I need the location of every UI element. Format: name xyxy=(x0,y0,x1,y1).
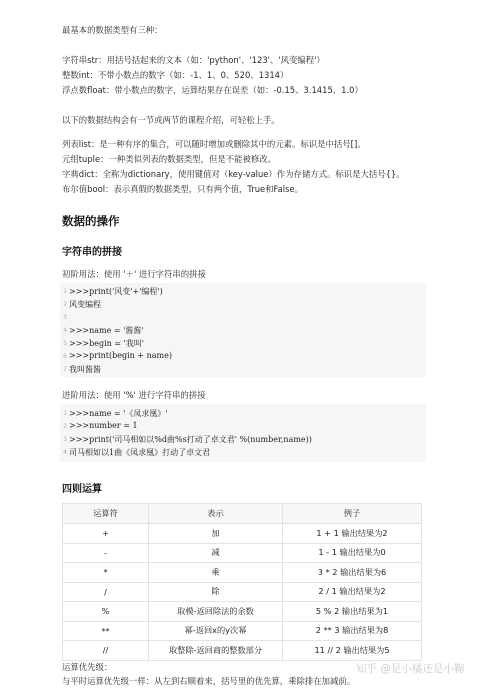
code-line: >>>print(begin + name) xyxy=(69,351,172,360)
code-line: 我叫酱酱 xyxy=(69,365,101,374)
table-cell: - xyxy=(63,543,149,563)
table-cell: 减 xyxy=(149,543,283,563)
table-cell: 11 // 2 输出结果为5 xyxy=(283,641,422,661)
line-number: 4 xyxy=(63,448,67,456)
column-header-operator: 运算符 xyxy=(63,504,149,524)
advanced-usage-label: 进阶用法：使用 '%' 进行字符串的拼接 xyxy=(62,390,206,400)
line-number: 2 xyxy=(63,300,67,308)
code-block-advanced xyxy=(60,404,426,462)
code-line: >>>number = 1 xyxy=(69,421,138,430)
table-cell: 加 xyxy=(149,524,283,544)
table-cell: 2 ** 3 输出结果为8 xyxy=(283,621,422,641)
table-cell: 除 xyxy=(149,582,283,602)
table-cell: ** xyxy=(63,621,149,641)
zhihu-watermark: 知乎 @是小橘还是小鞠 xyxy=(356,663,465,675)
intro-title: 最基本的数据类型有三种： xyxy=(62,25,163,35)
table-cell: / xyxy=(63,582,149,602)
table-cell: 取模-返回除法的余数 xyxy=(149,602,283,622)
code-line: 风变编程 xyxy=(69,300,101,309)
code-line: >>>name = '《凤求凰》' xyxy=(69,409,168,418)
structure-list: 列表list：是一种有序的集合，可以随时增加或删除其中的元素。标识是中括号[]。 xyxy=(62,139,366,149)
priority-label: 运算优先级： xyxy=(62,662,113,672)
table-cell: 乘 xyxy=(149,563,283,583)
line-number: 1 xyxy=(63,409,67,417)
table-cell: + xyxy=(63,524,149,544)
code-line: >>>begin = '我叫' xyxy=(69,339,144,348)
table-cell: 2 / 1 输出结果为2 xyxy=(283,582,422,602)
line-number: 1 xyxy=(63,287,67,295)
table-row xyxy=(63,563,422,583)
structure-tuple: 元组tuple：一种类似列表的数据类型，但是不能被修改。 xyxy=(62,154,277,164)
table-cell: 1 + 1 输出结果为2 xyxy=(283,524,422,544)
table-row xyxy=(63,543,422,563)
subheading-concat: 字符串的拼接 xyxy=(62,247,122,258)
structure-dict: 字典dict：全称为dictionary，使用键值对（key-value）作为存储方式。标识是大括号{}。 xyxy=(62,169,405,179)
code-line: >>>name = '酱酱' xyxy=(69,326,144,335)
type-str: 字符串str：用括号括起来的文本（如：'python'、'123'、'风变编程'） xyxy=(62,55,325,65)
table-row xyxy=(63,641,422,661)
line-number: 5 xyxy=(63,339,67,347)
table-cell: 3 * 2 输出结果为6 xyxy=(283,563,422,583)
table-row xyxy=(63,524,422,544)
subheading-arithmetic: 四则运算 xyxy=(62,484,102,495)
column-header-meaning: 表示 xyxy=(149,504,283,524)
section-heading-operations: 数据的操作 xyxy=(62,214,120,228)
type-int: 整数int：不带小数点的数字（如：-1、1、0、520、1314） xyxy=(62,70,289,80)
code-line: >>>print('司马相如以%d曲%s打动了卓文君' %(number,name)) xyxy=(69,435,312,444)
table-cell: 1 - 1 输出结果为0 xyxy=(283,543,422,563)
table-cell: 5 % 2 输出结果为1 xyxy=(283,602,422,622)
table-cell: 取整除-返回商的整数部分 xyxy=(149,641,283,661)
code-line: >>>print('风变'+'编程') xyxy=(69,287,163,296)
structures-note: 以下的数据结构会有一节或两节的课程介绍，可轻松上手。 xyxy=(62,115,280,125)
table-cell: // xyxy=(63,641,149,661)
priority-text: 与平时运算优先级一样：从左到右顺着来，括号里的优先算，乘除排在加减前。 xyxy=(62,676,356,686)
column-header-example: 例子 xyxy=(283,504,422,524)
table-cell: * xyxy=(63,563,149,583)
code-block-beginner xyxy=(60,283,426,377)
line-number: 2 xyxy=(63,422,67,430)
operators-table xyxy=(62,503,422,661)
table-cell: 幂-返回x的y次幂 xyxy=(149,621,283,641)
beginner-usage-label: 初阶用法：使用 '＋' 进行字符串的拼接 xyxy=(62,269,206,279)
code-line: 司马相如以1曲《凤求凰》打动了卓文君 xyxy=(69,448,211,457)
type-float: 浮点数float：带小数点的数字，运算结果存在误差（如：-0.15、3.1415、1.0） xyxy=(62,85,363,95)
line-number: 6 xyxy=(63,352,67,360)
table-cell: % xyxy=(63,602,149,622)
structure-bool: 布尔值bool：表示真假的数据类型，只有两个值，True和False。 xyxy=(62,184,303,194)
table-header-row xyxy=(63,504,422,524)
line-number: 3 xyxy=(63,435,67,443)
table-row xyxy=(63,621,422,641)
line-number: 4 xyxy=(63,326,67,334)
table-row xyxy=(63,602,422,622)
line-number: 3 xyxy=(63,313,67,321)
line-number: 7 xyxy=(63,365,67,373)
table-row xyxy=(63,582,422,602)
